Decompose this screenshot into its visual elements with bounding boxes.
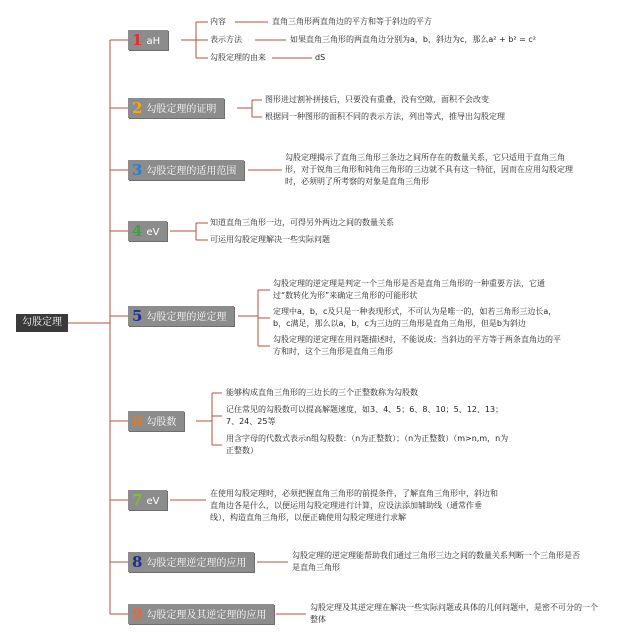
branch-8-label: 勾股定理逆定理的应用 (146, 558, 247, 569)
leaf-content-text: 直角三角形两直角边的平方和等于斜边的平方 (272, 17, 432, 26)
root-node[interactable]: 勾股定理 (16, 314, 68, 332)
branch-3-number: 3 (132, 161, 143, 179)
branch-1-label: aH (146, 36, 161, 47)
leaf-usage-note: 在使用勾股定理时，必须把握直角三角形的前提条件，了解直角三角形中，斜边和直角边各是什么，以便运用勾股定理进行计算，应设法添加辅助线（通常作垂线），构造直角三角形，以便正确使用勾股定理进行求解 (210, 489, 498, 522)
leaf-scope: 勾股定理揭示了直角三角形三条边之间所存在的数量关系，它只适用于直角三角形，对于锐角三角形和钝角三角形的三边就不具有这一特征，因而在应用勾股定理时，必须明了所考察的对象是直角三角形 (285, 153, 573, 186)
leaf-content-label: 内容 (210, 17, 226, 26)
leaf-meaning-1: 知道直角三角形一边，可得另外两边之间的数量关系 (210, 218, 394, 227)
branch-6-label: 勾股数 (146, 417, 177, 428)
branch-5-label: 勾股定理的逆定理 (146, 312, 227, 323)
branch-2-number: 2 (132, 99, 143, 117)
branch-4-number: 4 (132, 222, 143, 240)
branch-7-label: eV (146, 496, 160, 507)
branch-6-node[interactable] (128, 411, 184, 431)
branch-4-node[interactable] (128, 221, 167, 241)
branch-3-node[interactable] (128, 160, 244, 180)
leaf-origin-label: 勾股定理的由来 (210, 53, 266, 62)
branch-2-node[interactable] (128, 98, 224, 118)
leaf-origin-text: dS (315, 53, 326, 62)
leaf-triple-2: 记住常见的勾股数可以提高解题速度，如3、4、5；6、8、10；5、12、13；7、24、25等 (226, 405, 504, 426)
leaf-converse-1: 勾股定理的逆定理是判定一个三角形是否是直角三角形的一种重要方法，它通过“数转化为形”来确定三角形的可能形状 (273, 279, 545, 300)
leaf-triple-3: 用含字母的代数式表示n组勾股数：（n为正整数）；（n为正整数）（m>n,m，n为正整数） (226, 434, 509, 455)
branch-5-number: 5 (132, 307, 143, 325)
leaf-triple-1: 能够构成直角三角形的三边长的三个正整数称为勾股数 (226, 388, 418, 397)
branch-7-number: 7 (132, 491, 143, 509)
leaf-proof-2: 根据同一种图形的面积不同的表示方法，列出等式，推导出勾股定理 (265, 112, 505, 121)
branch-1-number: 1 (132, 31, 143, 49)
leaf-proof-1: 图形进过割补拼接后，只要没有重叠，没有空隙，面积不会改变 (265, 95, 489, 104)
branch-6-number: 6 (132, 412, 143, 430)
leaf-notation-label: 表示方法 (210, 35, 242, 44)
branch-5-node[interactable] (128, 306, 234, 326)
leaf-converse-application: 勾股定理的逆定理能帮助我们通过三角形三边之间的数量关系判断一个三角形是否是直角三角形 (292, 551, 580, 572)
branch-4-label: eV (146, 227, 160, 238)
branch-8-number: 8 (132, 553, 143, 571)
branch-8-node[interactable] (128, 552, 254, 572)
branch-9-number: 9 (132, 605, 143, 623)
branch-9-node[interactable] (128, 604, 274, 624)
leaf-converse-2: 定理中a，b，c及只是一种表现形式，不可认为是唯一的，如若三角形三边长a，b，c满足，那么以a，b，c为三边的三角形是直角三角形，但是b为斜边 (273, 307, 557, 328)
branch-1-node[interactable] (128, 30, 168, 50)
leaf-notation-text: 如果直角三角形的两直角边分别为a，b，斜边为c，那么a² + b² = c² (290, 35, 536, 44)
branch-2-label: 勾股定理的证明 (146, 104, 217, 115)
branch-3-label: 勾股定理的适用范围 (146, 166, 237, 177)
leaf-converse-3: 勾股定理的逆定理在用问题描述时，不能说成：当斜边的平方等于两条直角边的平方和时，这个三角形是直角三角形 (273, 335, 561, 356)
leaf-meaning-2: 可运用勾股定理解决一些实际问题 (210, 235, 330, 244)
leaf-combined-application: 勾股定理及其逆定理在解决一些实际问题或具体的几何问题中，是密不可分的一个整体 (310, 603, 598, 624)
branch-7-node[interactable] (128, 490, 167, 510)
branch-9-label: 勾股定理及其逆定理的应用 (146, 610, 267, 621)
